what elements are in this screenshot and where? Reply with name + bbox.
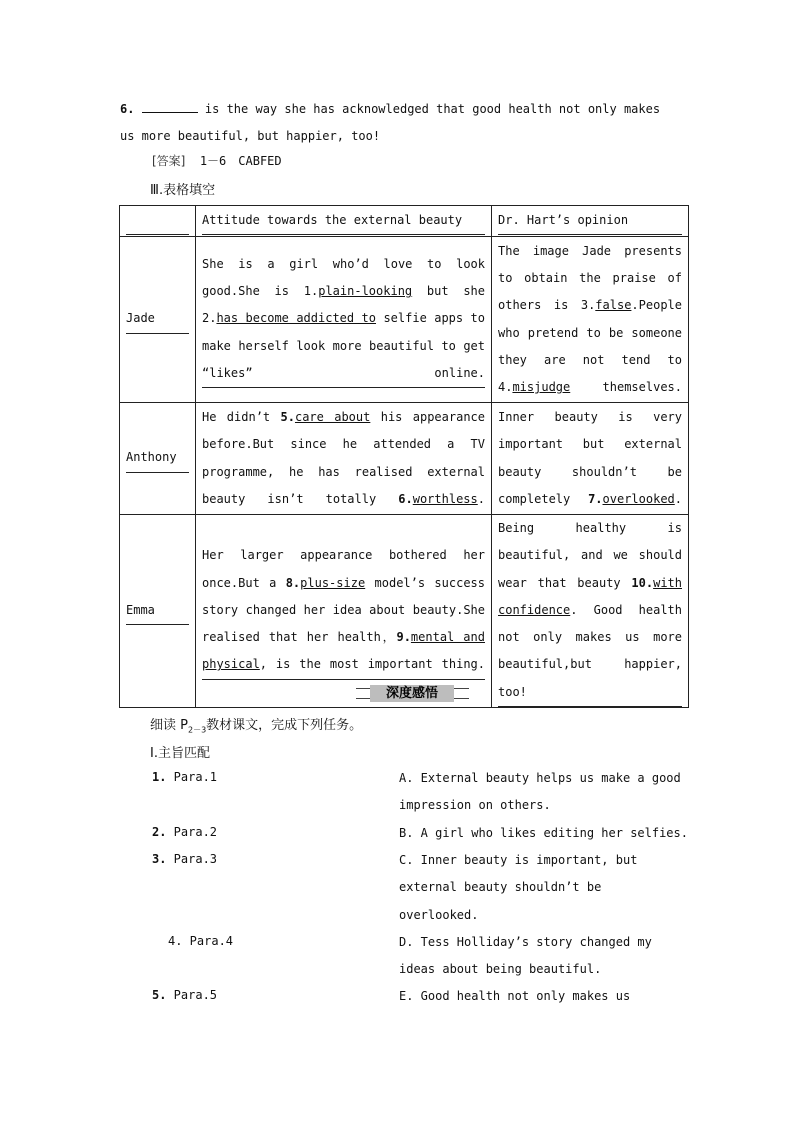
anthony-attitude-cell: He didn’t 5.care about his appearance before.But since he attended a TV programme, he has realised external beauty isn’t totally 6.worthless.	[196, 403, 492, 515]
jade-attitude-cell: She is a girl who’d love to look good.She is 1.plain-looking but she 2.has become addicted to selfie apps to make herself look more beautiful to get “likes” online.	[196, 237, 492, 403]
row-name-anthony: Anthony	[120, 403, 196, 515]
section-1-heading: Ⅰ.主旨匹配	[150, 746, 210, 761]
para-item-3: 3. Para.3	[152, 852, 218, 866]
answer-8: plus-size	[300, 575, 366, 590]
answer-10: with confidence	[498, 575, 682, 617]
answer-2: has become addicted to	[216, 311, 377, 326]
answer-7: overlooked	[602, 491, 675, 506]
header-opinion: Dr. Hart’s opinion	[492, 206, 689, 237]
answer-text: 1－6 CABFED	[199, 154, 282, 168]
answer-4: misjudge	[512, 380, 571, 395]
banner-title: 深度感悟	[370, 685, 454, 702]
para-item-1: 1. Para.1	[152, 770, 218, 784]
question-6-text: is the way she has acknowledged that good health not only makes us more beautiful, but happier, too!	[120, 102, 661, 143]
answer-9: mental and physical	[202, 630, 485, 672]
answer-5: care about	[294, 409, 371, 424]
emma-opinion-cell: Being healthy is beautiful, and we should wear that beauty 10.with confidence. Good health not only makes us more beautiful,but happier, too!	[492, 515, 689, 708]
option-b: B. A girl who likes editing her selfies.	[399, 826, 688, 840]
answer-3: false	[595, 298, 632, 313]
table-row-jade	[120, 237, 689, 403]
emma-attitude-cell: Her larger appearance bothered her once.But a 8.plus-size model’s success story changed her idea about beauty.She realised that her health，9.mental and physical, is the most important thing.	[196, 515, 492, 708]
row-name-jade: Jade	[120, 237, 196, 403]
table-row-anthony	[120, 403, 689, 515]
option-e: E. Good health not only makes us	[399, 989, 631, 1003]
section-banner	[356, 685, 469, 702]
answer-label: [答案]	[152, 154, 186, 168]
option-c: C. Inner beauty is important, but external beauty shouldn’t be overlooked.	[399, 853, 638, 922]
section-3-heading: Ⅲ.表格填空	[150, 183, 216, 198]
table-header-row	[120, 206, 689, 237]
answer-line	[152, 152, 282, 169]
option-a: A. External beauty helps us make a good impression on others.	[399, 771, 681, 813]
header-empty-cell	[120, 206, 196, 237]
answer-1: plain-looking	[318, 284, 413, 299]
header-attitude: Attitude towards the external beauty	[196, 206, 492, 237]
para-item-4: 4. Para.4	[168, 934, 234, 948]
table-row-emma	[120, 515, 689, 708]
jade-opinion-cell: The image Jade presents to obtain the praise of others is 3.false.People who pretend to be someone they are not tend to 4.misjudge themselves.	[492, 237, 689, 403]
option-d: D. Tess Holliday’s story changed my ideas about being beautiful.	[399, 935, 652, 977]
reading-instruction: 细读 $P_{2-3}$教材课文，完成下列任务。	[150, 718, 363, 735]
para-item-2: 2. Para.2	[152, 825, 218, 839]
answer-6: worthless	[412, 491, 478, 506]
question-6-number: 6.	[120, 102, 135, 116]
question-6	[120, 96, 680, 150]
row-name-emma: Emma	[120, 515, 196, 708]
fill-in-table	[119, 205, 689, 708]
anthony-opinion-cell: Inner beauty is very important but external beauty shouldn’t be completely 7.overlooked.	[492, 403, 689, 515]
answer-blank[interactable]	[142, 100, 198, 113]
para-item-5: 5. Para.5	[152, 988, 218, 1002]
